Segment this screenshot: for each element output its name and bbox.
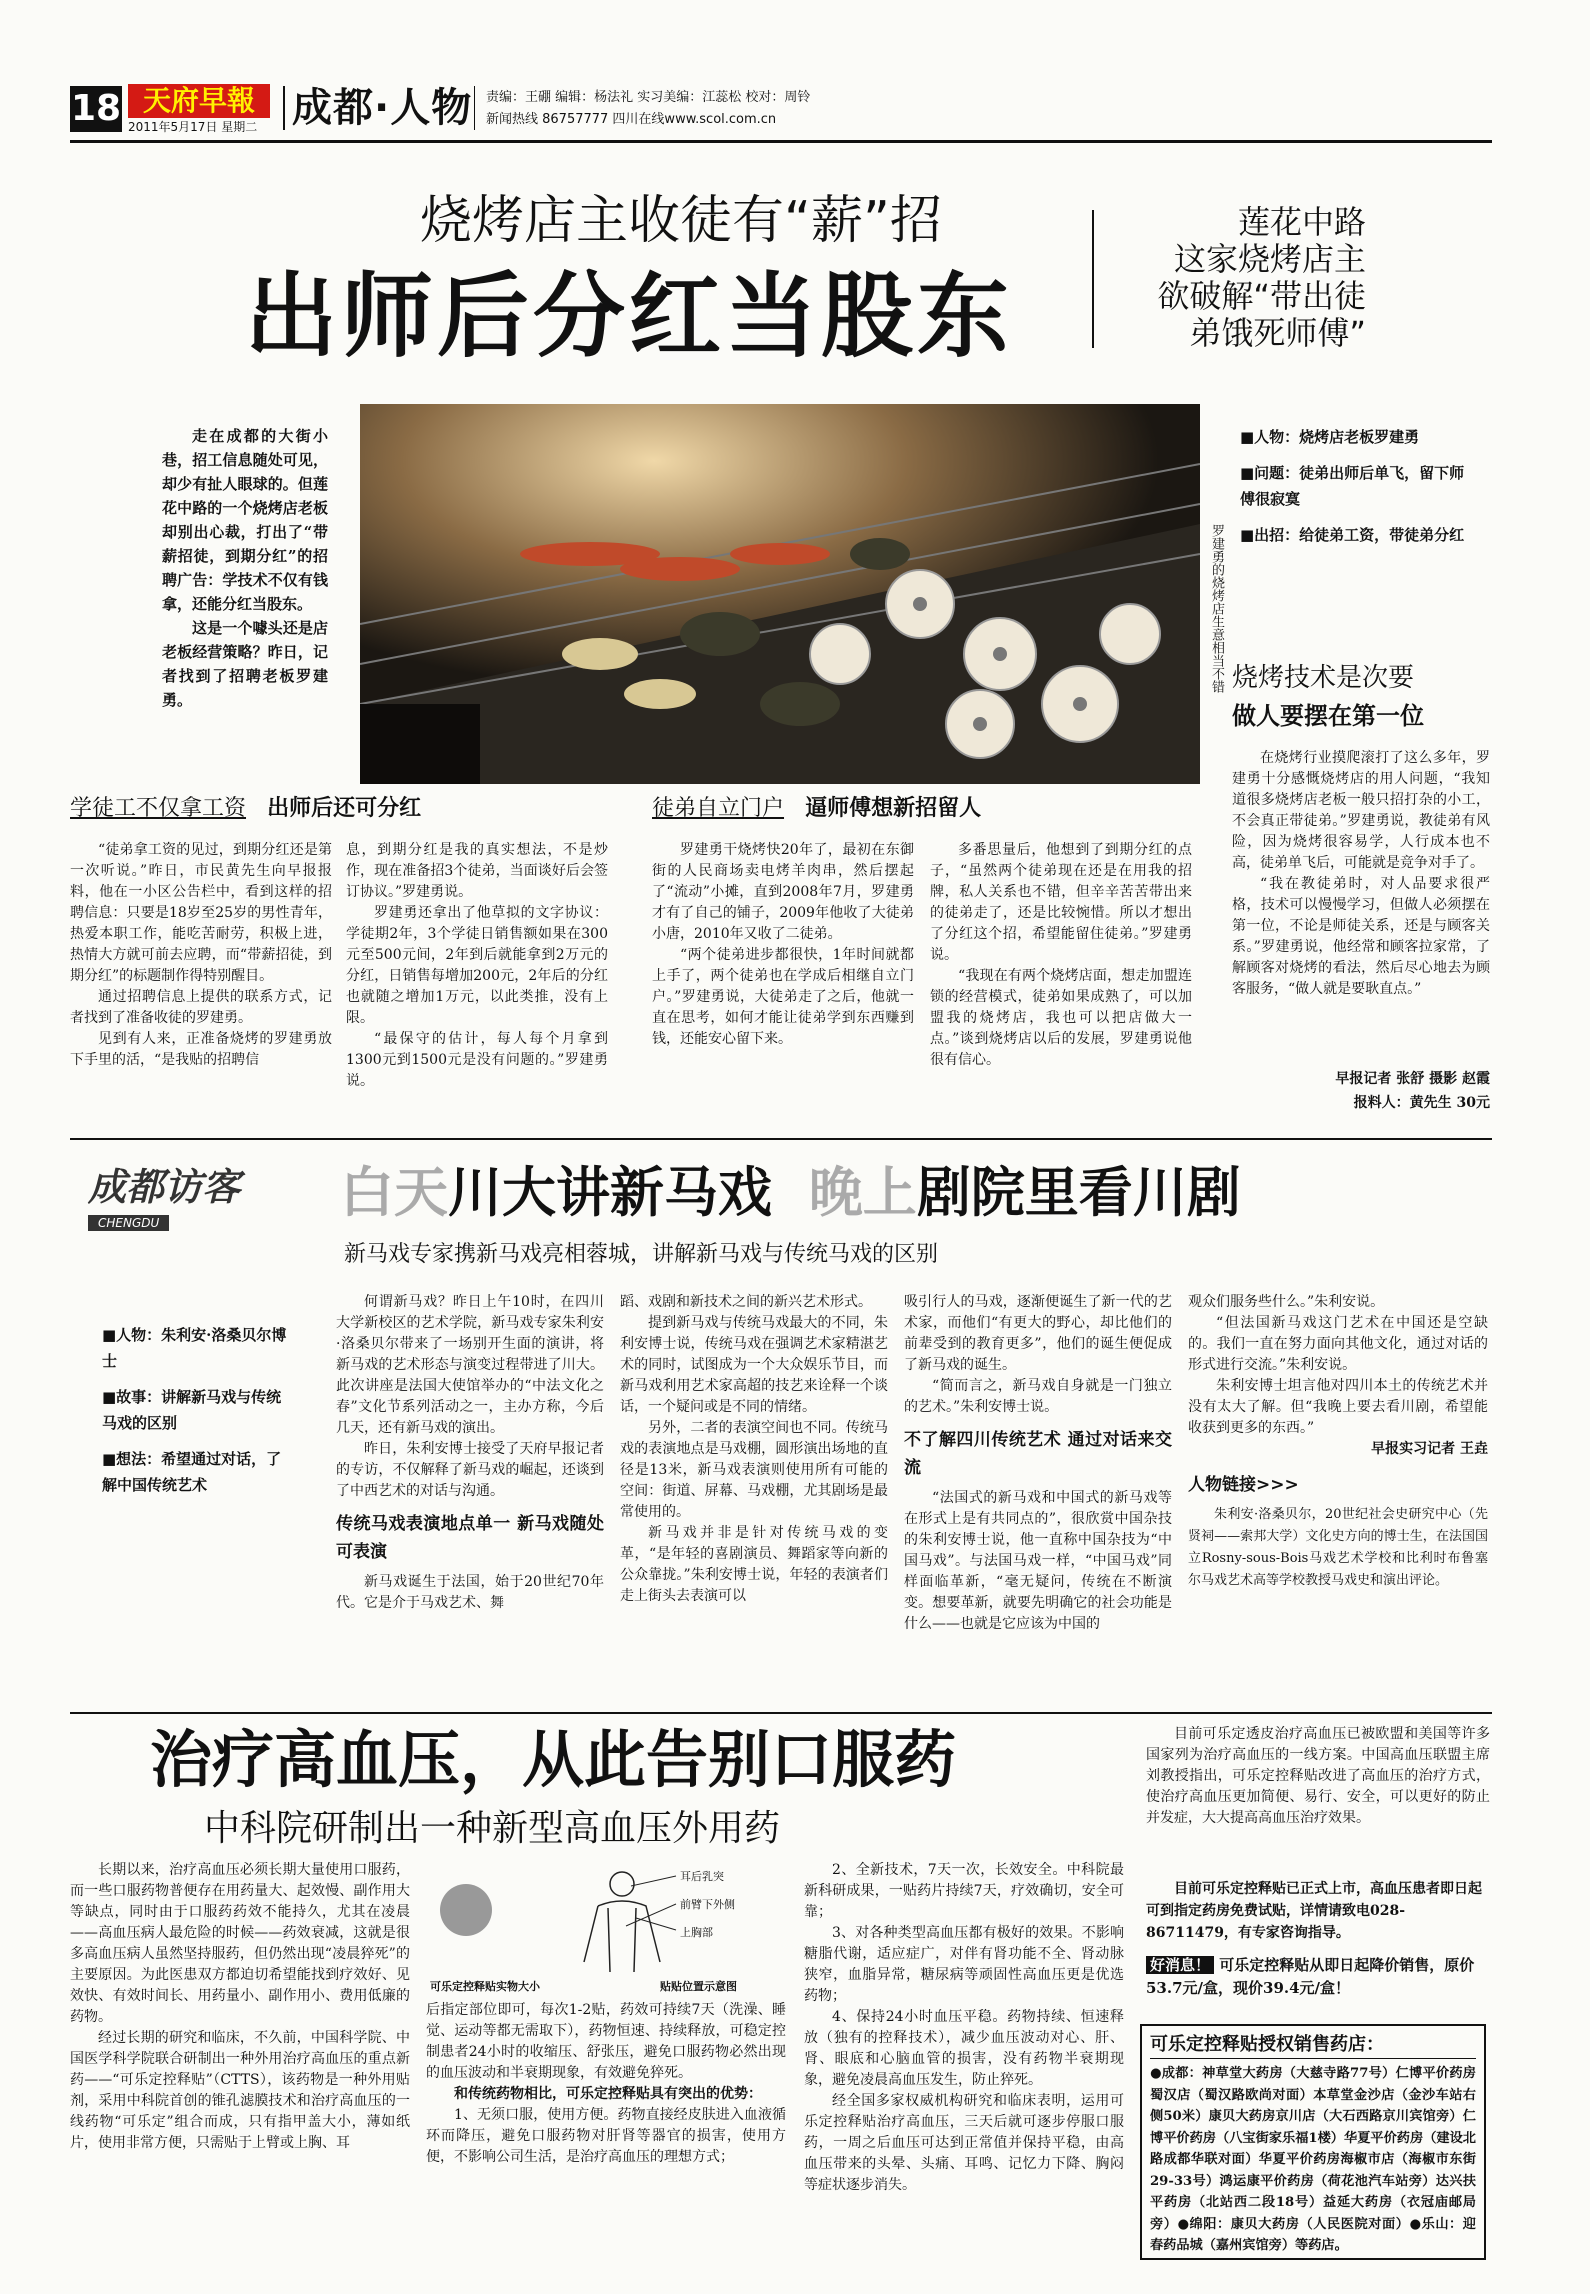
page-number: 18 <box>70 88 122 129</box>
lead-paragraph: 走在成都的大街小巷，招工信息随处可见，却少有扯人眼球的。但莲花中路的一个烧烤店老板却别出心裁，打出了“带薪招徒，到期分红”的招聘广告：学技术不仅有钱拿，还能分红当股东。 <box>162 427 328 613</box>
headline-day-rest: 川大讲新马戏 <box>448 1161 772 1224</box>
article2-deck: 新马戏专家携新马戏亮相蓉城，讲解新马戏与传统马戏的区别 <box>344 1242 939 1267</box>
paragraph: “最保守的估计，每人每个月拿到1300元到1500元是没有问题的。”罗建勇说。 <box>346 1031 608 1089</box>
side-deck-line: 这家烧烤店主 <box>1173 240 1366 278</box>
sub3-column <box>1232 748 1490 1000</box>
paragraph: 观众们服务些什么。”朱利安说。 <box>1188 1294 1385 1310</box>
bbq-photo <box>360 404 1200 784</box>
diagram-caption-size: 可乐定控释贴实物大小 <box>430 1980 540 1993</box>
side-deck-line: 弟饿死师傅” <box>1189 314 1366 352</box>
article2-column-4 <box>1188 1292 1488 1592</box>
paragraph: “徒弟拿工资的见过，到期分红还是第一次听说。”昨日，市民黄先生向早报报料，他在一小区公告栏中，看到这样的招聘信息：只要是18岁至25岁的男性青年，热爱本职工作，能吃苦耐劳，积极上进，热情大方就可前去应聘，而“带薪招徒，到期分红”的标题制作得特别醒目。 <box>70 842 332 984</box>
article1-lead <box>162 424 328 712</box>
headline-night-rest: 剧院里看川剧 <box>916 1161 1241 1224</box>
paper-name-logo <box>128 84 270 118</box>
page-number-badge <box>70 86 122 132</box>
article-divider-2 <box>70 1712 1492 1714</box>
article1-side-deck <box>1106 204 1366 352</box>
good-news-tag: 好消息！ <box>1146 1956 1214 1974</box>
factbox-person: ■人物：朱利安·洛桑贝尔博士 <box>102 1326 287 1370</box>
paragraph: 息，到期分红是我的真实想法，不是炒作，现在准备招3个徒弟，当面谈好后会签订协议。”罗建勇说。 <box>346 842 608 900</box>
side-deck-line: 欲破解“带出徒 <box>1157 277 1366 315</box>
paragraph: 在烧烤行业摸爬滚打了这么多年，罗建勇十分感慨烧烤店的用人问题，“我知道很多烧烤店老板一般只招打杂的小工，不会真正带徒弟。”罗建勇说，教徒弟有风险，因为烧烤很容易学，人行成本也不高，徒弟单飞后，可能就是竞争对手了。 <box>1232 750 1490 871</box>
paragraph: 新马戏并非是针对传统马戏的变革，“是年轻的喜剧演员、舞蹈家等向新的公众靠拢。”朱利安博士说，年轻的表演者们走上街头去表演可以 <box>620 1525 888 1604</box>
bbq-grill-illustration <box>360 404 1200 784</box>
paragraph: 1、无须口服，使用方便。药物直接经皮肤进入血液循环而降压，避免口服药物对肝肾等器官的损害，使用方便，不影响公司生活，是治疗高血压的理想方式； <box>426 2107 786 2165</box>
lead-paragraph: 这是一个噱头还是店老板经营策略？昨日，记者找到了招聘老板罗建勇。 <box>162 619 328 709</box>
sub1-title2: 出师后还可分红 <box>267 796 422 821</box>
factbox-problem: ■问题：徒弟出师后单飞，留下师傅很寂寞 <box>1240 464 1465 508</box>
paper-name: 天府早報 <box>142 84 255 117</box>
paragraph: 另外，二者的表演空间也不同。传统马戏的表演地点是马戏棚，圆形演出场地的直径是13米，新马戏表演则使用所有可能的空间：街道、屏幕、马戏棚，尤其剧场是最常使用的。 <box>620 1420 888 1520</box>
store-list: ●成都：神草堂大药房（大慈寺路77号）仁博平价药房蜀汉店（蜀汉路欧尚对面）本草堂金沙店（金沙车站右侧50米）康贝大药房京川店（大石西路京川宾馆旁）仁博平价药房（八宝街家乐福1楼）华夏平价药房（建设北路成都华联对面）华夏平价药房海椒市店（海椒市东街29-33号）鸿运康平价药房（荷花池汽车站旁）达兴扶平药房（北站西二段18号）益延大药房（衣冠庙邮局旁）●绵阳：康贝大药房（人民医院对面）●乐山：迎春药品城（嘉州宾馆旁）等药店。 <box>1150 2066 1476 2253</box>
ad-headline: 治疗高血压，从此告别口服药 <box>150 1723 957 1796</box>
masthead-divider-v <box>283 86 285 130</box>
paragraph: “我现在有两个烧烤店面，想走加盟连锁的经营模式，徒弟如果成熟了，可以加盟我的烧烤店，我也可以把店做大一点。”谈到烧烤店以后的发展，罗建勇说他很有信心。 <box>930 968 1192 1068</box>
paragraph: 昨日，朱利安博士接受了天府早报记者的专访，不仅解释了新马戏的崛起，还谈到了中西艺术的对话与沟通。 <box>336 1441 604 1499</box>
sub2-title2: 逼师傅想新招留人 <box>805 796 982 821</box>
factbox-idea: ■想法：希望通过对话，了解中国传统艺术 <box>102 1450 282 1494</box>
paragraph: 罗建勇还拿出了他草拟的文字协议：学徒期2年，3个学徒日销售额如果在300元至500元间，2年到后就能拿到2万元的分红，日销售每增加200元，2年后的分红也就随之增加1万元，以此类推，没有上限。 <box>346 905 608 1026</box>
article1-kicker: 烧烤店主收徒有“薪”招 <box>420 191 942 251</box>
paragraph: 罗建勇干烧烤快20年了，最初在东御街的人民商场卖电烤羊肉串，然后摆起了“流动”小摊，直到2008年7月，罗建勇才有了自己的铺子，2009年他收了大徒弟小唐，2010年又收了二徒弟。 <box>652 842 914 942</box>
sub1-column-2 <box>346 840 608 1092</box>
paragraph: 经全国多家权威机构研究和临床表明，运用可乐定控释贴治疗高血压，三天后就可逐步停服口服药，一周之后血压可达到正常值并保持平稳，由高血压带来的头晕、头痛、耳鸣、记忆力下降、胸闷等症状逐步消失。 <box>804 2093 1124 2193</box>
masthead-rule <box>70 140 1492 143</box>
diagram-label: 前臂下外侧 <box>680 1898 735 1911</box>
subheading: 传统马戏表演地点单一 新马戏随处可表演 <box>336 1514 604 1562</box>
diagram-caption-position: 贴贴位置示意图 <box>660 1980 737 1993</box>
paragraph: 2、全新技术，7天一次，长效安全。中科院最新科研成果，一贴药片持续7天，疗效确切，安全可靠； <box>804 1862 1124 1920</box>
chengdu-visitor-logo <box>88 1162 308 1248</box>
sub2-title: 徒弟自立门户 <box>652 796 785 821</box>
paragraph: 目前可乐定透皮治疗高血压已被欧盟和美国等许多国家列为治疗高血压的一线方案。中国高血压联盟主席刘教授指出，可乐定控释贴改进了高血压的治疗方式，使治疗高血压更加简便、易行、安全，可以更好的防止并发症，大大提高高血压治疗效果。 <box>1146 1726 1490 1826</box>
article2-byline: 早报实习记者 王垚 <box>1371 1441 1488 1457</box>
headline-night: 晚上 <box>808 1161 917 1224</box>
factbox-solution: ■出招：给徒弟工资，带徒弟分红 <box>1240 526 1465 544</box>
article1-headline: 出师后分红当股东 <box>245 263 1014 370</box>
sub1-column-1 <box>70 840 332 1071</box>
paragraph: 蹈、戏剧和新技术之间的新兴艺术形式。 <box>620 1294 872 1310</box>
factbox-story: ■故事：讲解新马戏与传统马戏的区别 <box>102 1388 282 1432</box>
paragraph: “简而言之，新马戏自身就是一门独立的艺术。”朱利安博士说。 <box>904 1378 1172 1415</box>
article2-column-2 <box>620 1292 888 1607</box>
factbox-person: ■人物：烧烤店老板罗建勇 <box>1240 428 1420 446</box>
ad-column-3 <box>804 1860 1124 2196</box>
paragraph: 经过长期的研究和临床，不久前，中国科学院、中国医学科学院联合研制出一种外用治疗高血压的重点新药——“可乐定控释贴”（CTTS），该药物是一种外用贴剂，采用中科院首创的锥孔滤膜技术和治疗高血压的一线药物“可乐定”组合而成，只有指甲盖大小，薄如纸片，使用非常方便，只需贴于上臂或上胸、耳 <box>70 2030 410 2151</box>
logo-subtext: CHENGDU <box>88 1215 169 1231</box>
body-diagram <box>426 1866 786 1976</box>
ad-column-1 <box>70 1860 410 2154</box>
people-link-body: 朱利安·洛桑贝尔，20世纪社会史研究中心（先贤祠——索邦大学）文化史方向的博士生，在法国国立Rosny-sous-Bois马戏艺术学校和比利时布鲁塞尔马戏艺术高等学校教授马戏史和演出评论。 <box>1188 1507 1488 1588</box>
sub3-title2: 做人要摆在第一位 <box>1232 702 1424 730</box>
patch-diagram <box>426 1866 786 1976</box>
people-link-title: 人物链接>>> <box>1188 1475 1299 1495</box>
paragraph: “但法国新马戏这门艺术在中国还是空缺的。我们一直在努力面向其他文化，通过对话的形式进行交流。”朱利安说。 <box>1188 1315 1488 1373</box>
sub1-title: 学徒工不仅拿工资 <box>70 796 247 821</box>
ad-right-intro <box>1146 1724 1490 1829</box>
side-deck-line: 莲花中路 <box>1237 203 1366 241</box>
subheading: 不了解四川传统艺术 通过对话来交流 <box>904 1430 1172 1478</box>
sub3-title: 烧烤技术是次要 <box>1232 663 1415 693</box>
paragraph: 后指定部位即可，每次1-2贴，药效可持续7天（洗澡、睡觉、运动等都无需取下），药物恒速、持续释放，可稳定控制患者24小时的收缩压、舒张压，避免口服药物必然出现的血压波动和半衰期现象，有效避免猝死。 <box>426 2002 786 2081</box>
paragraph: 多番思量后，他想到了到期分红的点子，“虽然两个徒弟现在还是在用我的招牌，私人关系也不错，但辛辛苦苦带出来的徒弟走了，还是比较惋惜。所以才想出了分红这个招，希望能留住徒弟。”罗建勇说。 <box>930 842 1192 963</box>
article2-column-1 <box>336 1292 604 1614</box>
article2-column-3 <box>904 1292 1172 1635</box>
sub2-column-1 <box>652 840 914 1050</box>
masthead-divider-v2 <box>474 86 475 130</box>
paragraph: “法国式的新马戏和中国式的新马戏等在形式上是有共同点的”，很欣赏中国杂技的朱利安博士说，他一直称中国杂技为“中国马戏”。与法国马戏一样，“中国马戏”同样面临革新，“毫无疑问，传统在不断演变。想要革新，就要先明确它的社会功能是什么——也就是它应该为中国的 <box>904 1490 1172 1632</box>
article1-factbox <box>1240 424 1476 548</box>
paragraph: 朱利安博士坦言他对四川本土的传统艺术并没有太大了解。但“我晚上要去看川剧，希望能收获到更多的东西。” <box>1188 1378 1488 1436</box>
article2-headline <box>340 1160 1241 1226</box>
subheading: 和传统药物相比，可乐定控释贴具有突出的优势： <box>454 2086 762 2102</box>
sub2-heading <box>652 794 1212 828</box>
news-hotline: 新闻热线 86757777 四川在线www.scol.com.cn <box>486 112 777 127</box>
ad-good-news <box>1146 1954 1490 2000</box>
sub1-heading <box>70 794 630 828</box>
byline-tipster: 报料人：黄先生 30元 <box>1353 1095 1490 1111</box>
byline-reporter: 早报记者 张舒 摄影 赵霞 <box>1335 1071 1490 1087</box>
paragraph: “两个徒弟进步都很快，1年时间就都上手了，两个徒弟也在学成后相继自立门户。”罗建勇说，大徒弟走了之后，他就一直在思考，如何才能让徒弟学到东西赚到钱，还能安心留下来。 <box>652 947 914 1047</box>
ad-subhead: 中科院研制出一种新型高血压外用药 <box>204 1808 781 1849</box>
diagram-label: 耳后乳突 <box>680 1870 724 1883</box>
article1-side-deck-rule <box>1092 210 1094 348</box>
store-list-box <box>1140 2024 1486 2260</box>
editor-credits: 责编：王硼 编辑：杨法礼 实习美编：江蕊松 校对：周铃 <box>486 90 811 105</box>
good-news-text: 可乐定控释贴从即日起降价销售，原价53.7元/盒，现价39.4元/盒！ <box>1146 1956 1475 1997</box>
paragraph: 4、保持24小时血压平稳。药物持续、恒速释放（独有的控释技术），减少血压波动对心、肝、肾、眼底和心脑血管的损害，没有药物半衰期现象，避免凌晨高血压发生，防止猝死。 <box>804 2009 1124 2088</box>
paragraph: “我在教徒弟时，对人品要求很严格，技术可以慢慢学习，但做人必须摆在第一位，不论是师徒关系，还是与顾客关系。”罗建勇说，他经常和顾客拉家常，了解顾客对烧烤的看法，然后尽心地去为顾客服务，“做人就是要耿直点。” <box>1232 876 1490 997</box>
logo-text: 成都访客 <box>88 1164 241 1209</box>
article2-factbox <box>102 1322 292 1498</box>
section-title: 成都·人物 <box>292 85 473 131</box>
paragraph: 新马戏诞生于法国，始于20世纪70年代。它是介于马戏艺术、舞 <box>336 1574 604 1611</box>
ad-notice: 目前可乐定控释贴已正式上市，高血压患者即日起可到指定药房免费试贴，详情请致电028-86711479，有专家咨询指导。 <box>1146 1881 1482 1941</box>
ad-column-2 <box>426 2000 786 2168</box>
paragraph: 3、对各种类型高血压都有极好的效果。不影响糖脂代谢，适应症广，对伴有肾功能不全、肾动脉狭窄，血脂异常，糖尿病等顽固性高血压更是优选药物； <box>804 1925 1124 2004</box>
paragraph: 何谓新马戏？昨日上午10时，在四川大学新校区的艺术学院，新马戏专家朱利安·洛桑贝尔带来了一场别开生面的演讲，将新马戏的艺术形态与演变过程带进了川大。此次讲座是法国大使馆举办的“中法文化之春”文化节系列活动之一，主办方称，今后几天，还有新马戏的演出。 <box>336 1294 604 1436</box>
issue-date: 2011年5月17日 星期二 <box>128 120 258 134</box>
paragraph: 长期以来，治疗高血压必须长期大量使用口服药，而一些口服药物普便存在用药量大、起效慢、副作用大等缺点，同时由于口服药药效不能持久，尤其在凌晨——高血压病人最危险的时候——药效衰减，这就是很多高血压病人虽然坚持服药，但仍然出现“凌晨猝死”的主要原因。为此医患双方都迫切希望能找到疗效好、见效快、有效时间长、用药量小、副作用小、费用低廉的药物。 <box>70 1862 410 2025</box>
paragraph: 提到新马戏与传统马戏最大的不同，朱利安博士说，传统马戏在强调艺术家精湛艺术的同时，试图成为一个大众娱乐节目，而新马戏利用艺术家高超的技艺来诠释一个谈话，一个疑问或是不同的情绪。 <box>620 1315 888 1415</box>
store-list-title: 可乐定控释贴授权销售药店： <box>1150 2032 1476 2059</box>
paragraph: 吸引行人的马戏，逐渐便诞生了新一代的艺术家，而他们“有更大的野心，却比他们的前辈受到的教育更多”，他们的诞生便促成了新马戏的诞生。 <box>904 1294 1172 1373</box>
headline-day: 白天 <box>340 1161 448 1224</box>
paragraph: 见到有人来，正准备烧烤的罗建勇放下手里的活，“是我贴的招聘信 <box>70 1031 332 1068</box>
paragraph: 通过招聘信息上提供的联系方式，记者找到了准备收徒的罗建勇。 <box>70 989 332 1026</box>
sub2-column-2 <box>930 840 1192 1071</box>
photo-caption: 罗建勇的烧烤店生意相当不错 <box>1209 524 1224 693</box>
diagram-label: 上胸部 <box>680 1926 713 1939</box>
article-divider-1 <box>70 1138 1492 1140</box>
